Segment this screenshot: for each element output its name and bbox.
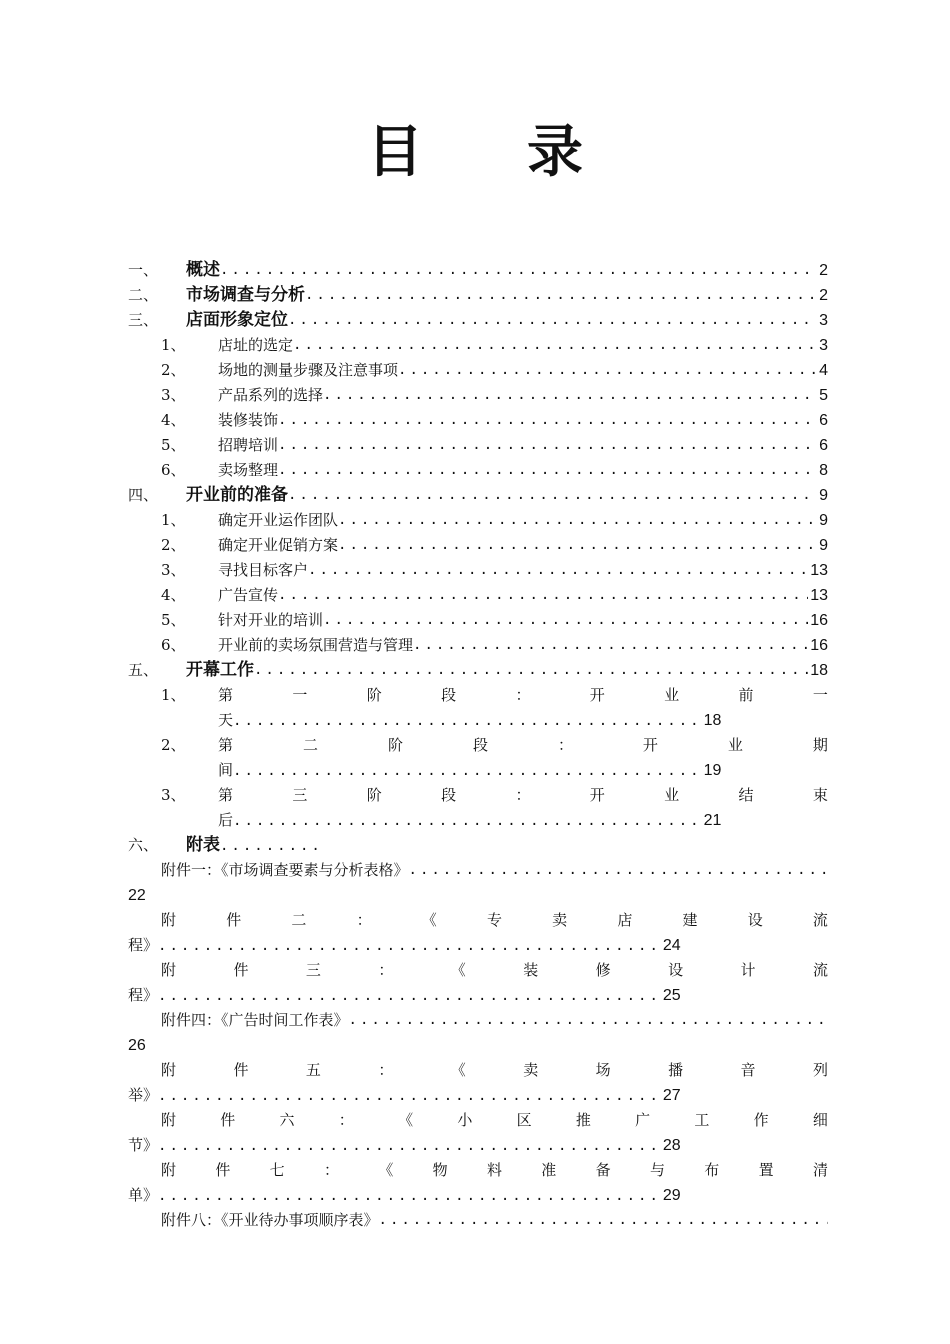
appendix-entry[interactable] [128,1208,828,1233]
toc-entry-label [186,658,828,683]
appendix-char: 附 [161,1061,177,1079]
appendix-title: 附件八：《开业待办事项顺序表》 [161,1211,379,1229]
toc-entry-label [186,258,828,283]
toc-entry-label [218,383,828,408]
toc-entry-char: 第 [218,736,234,754]
toc-page-number: 9 [819,487,828,504]
toc-entry-number: 1、 [161,511,186,529]
appendix-char: 准 [541,1161,557,1179]
toc-entry[interactable] [128,508,828,533]
appendix-char: 小 [457,1111,473,1129]
appendix-title-end: 程》 [128,936,159,954]
appendix-char: 店 [617,911,633,929]
toc-page-number: 16 [810,637,828,654]
toc-entry-label [218,608,828,633]
appendix-char: 与 [649,1161,665,1179]
toc-page-number: 18 [810,662,828,679]
toc-page-number: 16 [810,612,828,629]
appendix-char: 计 [740,961,756,979]
toc-entry[interactable] [128,658,828,683]
appendix-char: 建 [682,911,698,929]
toc-entry-title: 确定开业运作团队 [218,511,339,529]
dot-leader [254,658,808,683]
toc-entry-number: 3、 [161,561,186,579]
toc-entry-char: 前 [738,686,754,704]
table-of-contents [128,258,828,1233]
dot-leader: ............................................ [158,988,661,1004]
toc-entry-label [218,458,828,483]
toc-entry-justified-line [218,783,828,808]
appendix-char: 附 [161,911,177,929]
toc-entry-label [218,333,828,358]
toc-entry-label [186,283,828,308]
toc-entry[interactable] [128,483,828,508]
dot-leader [323,608,808,633]
appendix-char: ： [378,1061,394,1079]
appendix-entry-multiline[interactable] [128,1108,828,1158]
dot-leader: ......................................... [233,813,702,829]
appendix-justified-line [161,1058,828,1083]
appendix-title: 附件四：《广告时间工作表》 [161,1011,349,1029]
appendix-char: 备 [595,1161,611,1179]
appendix-justified-line [161,958,828,983]
appendix-char: 场 [595,1061,611,1079]
appendix-char: 七 [269,1161,285,1179]
toc-entry-char: ： [515,786,531,804]
toc-entry-number: 2、 [161,736,186,754]
toc-entry-number: 1、 [161,686,186,704]
toc-entry-char: 开 [589,786,605,804]
appendix-char: 流 [812,911,828,929]
appendix-entry-multiline[interactable] [128,908,828,958]
toc-page-number: 26 [128,1037,146,1054]
appendix-entry-multiline[interactable] [128,958,828,1008]
appendix-char: 作 [753,1111,769,1129]
appendix-char: 区 [516,1111,532,1129]
toc-page-number: 19 [703,762,722,779]
toc-entry-title: 装修装饰 [218,411,279,429]
appendix-title-end: 程》 [128,986,159,1004]
toc-entry-number: 6、 [161,636,186,654]
toc-entry-title-end: 后 [218,811,234,829]
appendix-entry-multiline[interactable] [128,1058,828,1108]
appendix-char: 《 [421,911,437,929]
toc-entry-label [218,583,828,608]
toc-entry-number: 四、 [128,486,159,504]
toc-entry-title: 开幕工作 [186,660,254,680]
appendix-char: 件 [215,1161,231,1179]
toc-entry-label [186,308,828,333]
dot-leader: ............................................ [158,938,661,954]
toc-entry-char: 业 [727,736,743,754]
toc-page-number: 3 [819,312,828,329]
toc-entry-char: 二 [302,736,318,754]
toc-entry-title: 店面形象定位 [186,310,288,330]
toc-entry-number: 一、 [128,261,159,279]
appendix-char: 件 [233,1061,249,1079]
appendix-char: 设 [668,961,684,979]
toc-entry[interactable] [128,383,828,408]
toc-entry-number: 4、 [161,586,186,604]
toc-entry-char: 阶 [387,736,403,754]
toc-entry-label [218,433,828,458]
toc-page-number: 8 [819,462,828,479]
appendix-justified-line [161,1108,828,1133]
appendix-continuation [128,933,681,959]
dot-leader: ............................................ [158,1088,661,1104]
appendix-char: 推 [575,1111,591,1129]
appendix-char: 专 [486,911,502,929]
appendix-continuation [128,1133,681,1159]
toc-entry-char: 段 [472,736,488,754]
appendix-char: 装 [523,961,539,979]
appendix-char: 《 [378,1161,394,1179]
dot-leader [278,408,817,433]
toc-entry-label [218,633,828,658]
appendix-title: 附件一：《市场调查要素与分析表格》 [161,861,409,879]
toc-entry-justified-line [218,683,828,708]
appendix-char: 《 [450,961,466,979]
dot-leader [338,508,817,533]
toc-entry-label [218,508,828,533]
toc-entry-label [218,408,828,433]
appendix-entry-line [161,1208,828,1233]
toc-entry-char: ： [515,686,531,704]
appendix-title-end: 节》 [128,1136,159,1154]
toc-entry-title-end: 天 [218,711,234,729]
dot-leader: ......................................... [233,713,702,729]
dot-leader [278,433,817,458]
toc-entry-title: 店址的选定 [218,336,294,354]
appendix-char: 设 [747,911,763,929]
toc-page-number: 27 [662,1087,681,1104]
toc-page-number: 22 [128,887,146,904]
toc-entry[interactable] [128,583,828,608]
appendix-char: 二 [291,911,307,929]
toc-entry-char: 开 [589,686,605,704]
appendix-justified-line [161,908,828,933]
appendix-entry[interactable] [128,1008,828,1058]
toc-entry-number: 3、 [161,386,186,404]
toc-entry-title: 附表 [186,835,220,855]
appendix-char: 附 [161,961,177,979]
appendix-entry-line [161,858,828,883]
toc-entry-title: 卖场整理 [218,461,279,479]
toc-page-number: 3 [819,337,828,354]
appendix-char: 卖 [523,1061,539,1079]
toc-entry-char: 结 [738,786,754,804]
toc-entry-char: 第 [218,686,234,704]
toc-entry[interactable] [128,283,828,308]
dot-leader [349,1008,828,1033]
toc-entry-continuation [218,708,721,734]
toc-entry[interactable] [128,608,828,633]
toc-entry-char: 段 [441,786,457,804]
dot-leader [220,258,817,283]
toc-page-number: 4 [819,362,828,379]
toc-page-number: 6 [819,412,828,429]
toc-entry[interactable] [128,633,828,658]
dot-leader [288,483,817,508]
appendix-char: 播 [668,1061,684,1079]
dot-leader: ......................................... [233,763,702,779]
dot-leader [379,1208,828,1233]
toc-entry-title: 开业前的卖场氛围营造与管理 [218,636,414,654]
appendix-char: 六 [279,1111,295,1129]
toc-entry-number: 3、 [161,786,186,804]
toc-entry-title: 确定开业促销方案 [218,536,339,554]
toc-entry-char: 一 [292,686,308,704]
toc-entry-label [218,358,828,383]
toc-page-number: 6 [819,437,828,454]
toc-entry-char: 三 [292,786,308,804]
toc-entry[interactable] [128,308,828,333]
toc-entry-char: 业 [664,786,680,804]
appendix-char: 工 [694,1111,710,1129]
toc-entry-char: 期 [812,736,828,754]
toc-page-number: 9 [819,512,828,529]
appendix-entry-multiline[interactable] [128,1158,828,1208]
appendix-char: 音 [740,1061,756,1079]
appendix-continuation [128,1183,681,1209]
appendix-title-end: 举》 [128,1086,159,1104]
toc-entry[interactable] [128,533,828,558]
toc-entry-number: 5、 [161,611,186,629]
appendix-char: 布 [704,1161,720,1179]
appendix-char: 五 [305,1061,321,1079]
dot-leader [278,458,817,483]
toc-entry-char: 段 [441,686,457,704]
toc-entry-char: 阶 [366,786,382,804]
appendix-char: 物 [432,1161,448,1179]
appendix-char: 清 [812,1161,828,1179]
toc-page-number: 5 [819,387,828,404]
toc-entry[interactable] [128,258,828,283]
appendix-char: 三 [305,961,321,979]
toc-entry-title: 开业前的准备 [186,485,288,505]
appendix-char: 修 [595,961,611,979]
toc-entry-justified-line [218,733,828,758]
dot-leader: ............................................ [158,1188,661,1204]
toc-entry-label [186,833,323,859]
dot-leader [398,358,817,383]
dot-leader: ......... [220,838,323,854]
toc-entry-title: 市场调查与分析 [186,285,305,305]
dot-leader [323,383,817,408]
toc-page-number: 25 [662,987,681,1004]
appendix-char: 广 [635,1111,651,1129]
toc-entry-title: 招聘培训 [218,436,279,454]
toc-entry-number: 5、 [161,436,186,454]
toc-page-number: 18 [703,712,722,729]
appendix-entry[interactable] [128,858,828,908]
toc-entry-label [218,558,828,583]
toc-entry-title: 概述 [186,260,220,280]
appendix-char: ： [323,1161,339,1179]
appendix-char: 件 [233,961,249,979]
appendix-char: 卖 [552,911,568,929]
toc-entry[interactable] [128,433,828,458]
toc-entry-char: 开 [642,736,658,754]
toc-entry-number: 2、 [161,536,186,554]
toc-entry-continuation [218,758,721,784]
title-char: 录 [527,119,583,185]
toc-entry-multiline[interactable] [128,783,828,833]
appendix-entry-line [161,1008,828,1033]
appendix-char: 附 [161,1161,177,1179]
toc-entry-title: 产品系列的选择 [218,386,324,404]
toc-entry-number: 二、 [128,286,159,304]
toc-entry-title: 广告宣传 [218,586,279,604]
toc-page-number: 9 [819,537,828,554]
toc-page-number: 28 [662,1137,681,1154]
toc-entry[interactable] [128,358,828,383]
toc-entry-char: ： [557,736,573,754]
dot-leader [338,533,817,558]
toc-entry-number: 4、 [161,411,186,429]
appendix-char: 《 [398,1111,414,1129]
title-char: 目 [367,119,423,185]
appendix-char: 流 [812,961,828,979]
toc-entry-number: 六、 [128,836,159,854]
appendix-char: 列 [812,1061,828,1079]
toc-entry-number: 五、 [128,661,159,679]
toc-entry-char: 阶 [366,686,382,704]
toc-entry[interactable] [128,458,828,483]
toc-page-number: 2 [819,287,828,304]
toc-entry-number: 6、 [161,461,186,479]
appendix-char: 置 [758,1161,774,1179]
toc-page-number: 13 [810,562,828,579]
toc-entry[interactable] [128,333,828,358]
toc-entry-number: 三、 [128,311,159,329]
appendix-char: 附 [161,1111,177,1129]
toc-entry-number: 1、 [161,336,186,354]
appendix-continuation [128,1083,681,1109]
toc-page-number: 24 [662,937,681,954]
appendix-justified-line [161,1158,828,1183]
toc-entry-label [218,533,828,558]
toc-entry-char: 一 [812,686,828,704]
toc-entry-multiline[interactable] [128,733,828,783]
toc-entry-title-end: 间 [218,761,234,779]
appendix-char: ： [338,1111,354,1129]
toc-entry-title: 针对开业的培训 [218,611,324,629]
appendix-char: 件 [220,1111,236,1129]
dot-leader [305,283,817,308]
dot-leader [409,858,828,883]
toc-entry-title: 寻找目标客户 [218,561,309,579]
toc-entry-multiline[interactable] [128,683,828,733]
toc-entry-continuation [218,808,721,834]
toc-entry-char: 束 [812,786,828,804]
toc-page-number: 13 [810,587,828,604]
appendix-char: 料 [486,1161,502,1179]
toc-page-number: 2 [819,262,828,279]
toc-entry-title: 场地的测量步骤及注意事项 [218,361,399,379]
toc-page-number: 21 [703,812,722,829]
page-title [0,108,950,188]
appendix-char: 《 [450,1061,466,1079]
appendix-title-end: 单》 [128,1186,159,1204]
toc-entry[interactable] [128,833,828,858]
toc-entry[interactable] [128,408,828,433]
dot-leader [278,583,808,608]
appendix-char: 细 [812,1111,828,1129]
toc-entry-label [186,483,828,508]
dot-leader [308,558,808,583]
dot-leader [293,333,817,358]
appendix-continuation [128,983,681,1009]
appendix-char: 件 [226,911,242,929]
dot-leader [413,633,808,658]
dot-leader [288,308,817,333]
toc-entry-char: 第 [218,786,234,804]
toc-entry[interactable] [128,558,828,583]
toc-entry-number: 2、 [161,361,186,379]
appendix-char: ： [378,961,394,979]
toc-page-number: 29 [662,1187,681,1204]
dot-leader: ............................................ [158,1138,661,1154]
toc-entry-char: 业 [664,686,680,704]
appendix-char: ： [356,911,372,929]
